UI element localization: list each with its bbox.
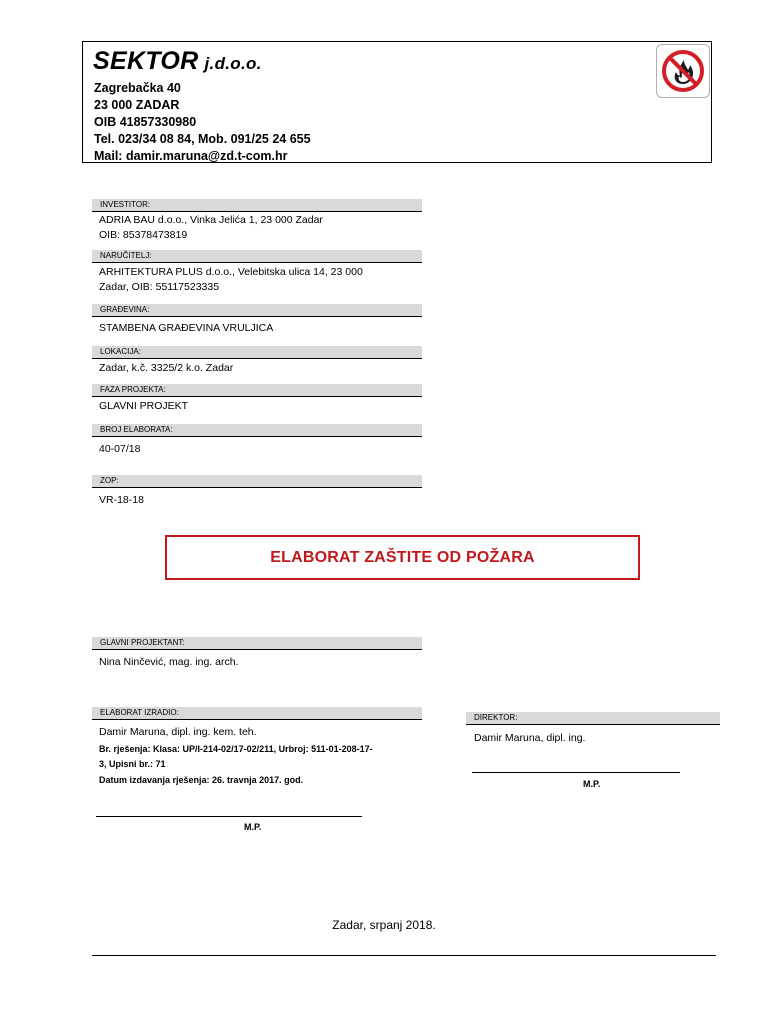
investitor-line2: OIB: 85378473819 (99, 229, 188, 241)
company-suffix: j.d.o.o. (204, 54, 262, 73)
faza-label-bar (92, 384, 422, 397)
elaborat-izradio-label: ELABORAT IZRADIO: (100, 708, 179, 717)
gradevina-label-bar (92, 304, 422, 317)
datum-prefix: Datum izdavanja rješenja: (99, 775, 213, 785)
glavni-projektant-value: Nina Ninčević, mag. ing. arch. (99, 656, 239, 668)
direktor-name: Damir Maruna, dipl. ing. (474, 732, 586, 744)
company-name (93, 46, 262, 79)
gradevina-value: STAMBENA GRAĐEVINA VRULJICA (99, 322, 274, 334)
document-title: ELABORAT ZAŠTITE OD POŽARA (270, 548, 535, 566)
elaborat-izradio-name: Damir Maruna, dipl. ing. kem. teh. (99, 726, 257, 738)
zop-label: ZOP: (100, 476, 119, 485)
no-open-flame-icon (656, 44, 710, 98)
document-title-box (165, 535, 640, 580)
mp-direktor: M.P. (583, 779, 601, 789)
narucitelj-label-bar (92, 250, 422, 263)
footer-divider (92, 955, 716, 956)
gradevina-label: GRAĐEVINA: (100, 305, 150, 314)
lokacija-label: LOKACIJA: (100, 347, 141, 356)
company-name-text: SEKTOR (93, 47, 199, 75)
narucitelj-label: NARUČITELJ: (100, 251, 152, 260)
direktor-label-bar (466, 712, 720, 725)
lokacija-value: Zadar, k.č. 3325/2 k.o. Zadar (99, 362, 234, 374)
company-oib: OIB 41857330980 (94, 115, 197, 129)
company-street: Zagrebačka 40 (94, 81, 181, 95)
rjesenje-line1: Br. rješenja: Klasa: UP/I-214-02/17-02/211, Urbroj: 511-01-208-17- (99, 744, 373, 754)
company-phone: Tel. 023/34 08 84, Mob. 091/25 24 655 (94, 132, 311, 146)
investitor-line1: ADRIA BAU d.o.o., Vinka Jelića 1, 23 000 Zadar (99, 214, 323, 226)
lokacija-label-bar (92, 346, 422, 359)
broj-label: BROJ ELABORATA: (100, 425, 173, 434)
place-date: Zadar, srpanj 2018. (332, 918, 436, 932)
company-city: 23 000 ZADAR (94, 98, 180, 112)
signature-line-direktor (472, 772, 680, 773)
faza-label: FAZA PROJEKTA: (100, 385, 166, 394)
company-mail: Mail: damir.maruna@zd.t-com.hr (94, 149, 288, 163)
faza-value: GLAVNI PROJEKT (99, 400, 189, 412)
direktor-label: DIREKTOR: (474, 713, 518, 722)
investitor-label-bar (92, 199, 422, 212)
narucitelj-line1: ARHITEKTURA PLUS d.o.o., Velebitska ulica 14, 23 000 (99, 266, 363, 278)
datum-value: 26. travnja 2017. god. (212, 775, 304, 785)
zop-label-bar (92, 475, 422, 488)
company-header (82, 41, 712, 163)
broj-label-bar (92, 424, 422, 437)
glavni-projektant-label-bar (92, 637, 422, 650)
zop-value: VR-18-18 (99, 494, 144, 506)
datum-rjesenja (99, 773, 303, 787)
elaborat-izradio-label-bar (92, 707, 422, 720)
investitor-label: INVESTITOR: (100, 200, 151, 209)
rjesenje-line2: 3, Upisni br.: 71 (99, 759, 166, 769)
broj-value: 40-07/18 (99, 443, 141, 455)
narucitelj-line2: Zadar, OIB: 55117523335 (99, 281, 220, 293)
glavni-projektant-label: GLAVNI PROJEKTANT: (100, 638, 185, 647)
mp-izradio: M.P. (244, 822, 262, 832)
signature-line-izradio (96, 816, 362, 817)
